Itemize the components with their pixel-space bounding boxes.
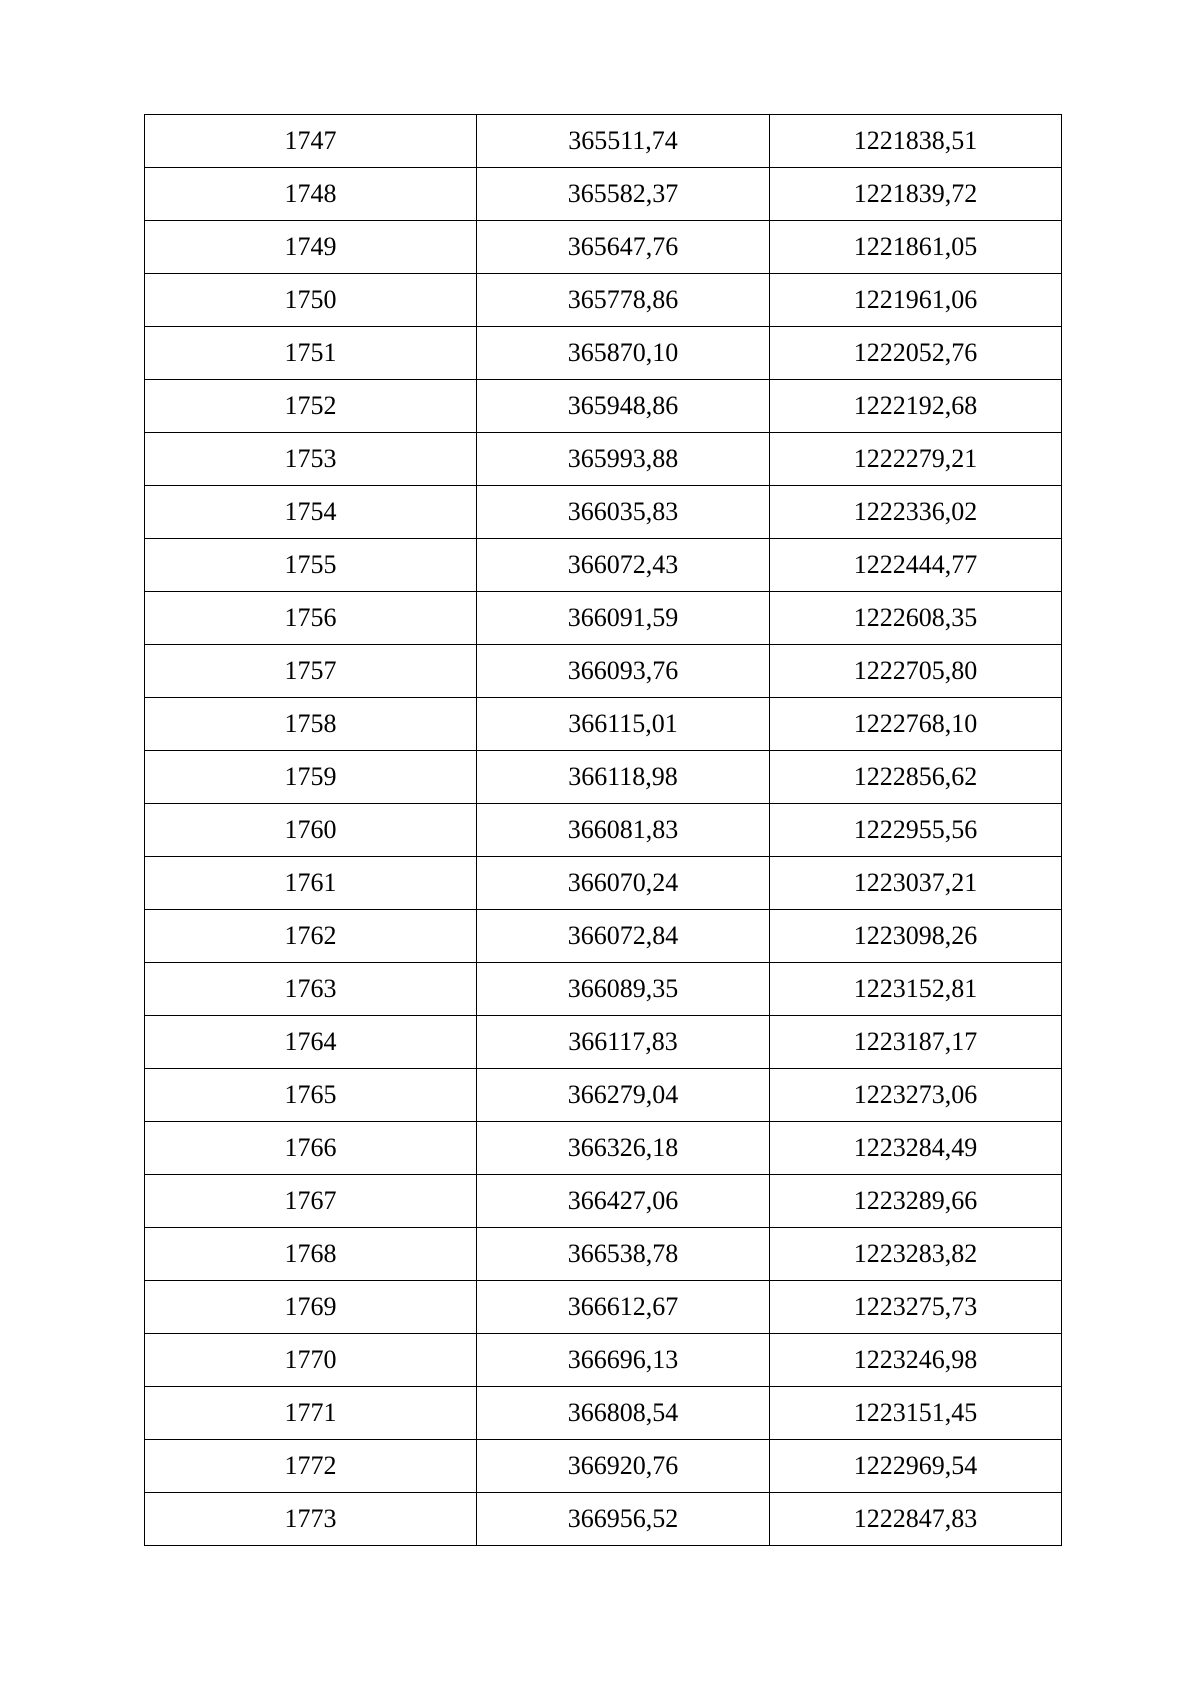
y-coordinate-cell: 1222444,77 xyxy=(770,539,1062,592)
x-coordinate-cell: 365511,74 xyxy=(477,115,770,168)
point-number-cell: 1770 xyxy=(145,1334,477,1387)
x-coordinate-cell: 365582,37 xyxy=(477,168,770,221)
x-coordinate-cell: 366117,83 xyxy=(477,1016,770,1069)
point-number-cell: 1766 xyxy=(145,1122,477,1175)
point-number-cell: 1756 xyxy=(145,592,477,645)
y-coordinate-cell: 1223289,66 xyxy=(770,1175,1062,1228)
x-coordinate-cell: 365778,86 xyxy=(477,274,770,327)
y-coordinate-cell: 1223283,82 xyxy=(770,1228,1062,1281)
y-coordinate-cell: 1221961,06 xyxy=(770,274,1062,327)
y-coordinate-cell: 1222955,56 xyxy=(770,804,1062,857)
y-coordinate-cell: 1222192,68 xyxy=(770,380,1062,433)
table-row xyxy=(145,592,1062,645)
table-row xyxy=(145,857,1062,910)
y-coordinate-cell: 1221839,72 xyxy=(770,168,1062,221)
y-coordinate-cell: 1222336,02 xyxy=(770,486,1062,539)
y-coordinate-cell: 1223284,49 xyxy=(770,1122,1062,1175)
point-number-cell: 1771 xyxy=(145,1387,477,1440)
point-number-cell: 1763 xyxy=(145,963,477,1016)
y-coordinate-cell: 1223037,21 xyxy=(770,857,1062,910)
x-coordinate-cell: 366035,83 xyxy=(477,486,770,539)
y-coordinate-cell: 1223152,81 xyxy=(770,963,1062,1016)
y-coordinate-cell: 1222705,80 xyxy=(770,645,1062,698)
x-coordinate-cell: 366427,06 xyxy=(477,1175,770,1228)
point-number-cell: 1764 xyxy=(145,1016,477,1069)
y-coordinate-cell: 1222969,54 xyxy=(770,1440,1062,1493)
x-coordinate-cell: 366326,18 xyxy=(477,1122,770,1175)
x-coordinate-cell: 365993,88 xyxy=(477,433,770,486)
table-row xyxy=(145,380,1062,433)
x-coordinate-cell: 365870,10 xyxy=(477,327,770,380)
x-coordinate-cell: 366091,59 xyxy=(477,592,770,645)
point-number-cell: 1761 xyxy=(145,857,477,910)
x-coordinate-cell: 366072,84 xyxy=(477,910,770,963)
table-row xyxy=(145,274,1062,327)
table-row xyxy=(145,486,1062,539)
x-coordinate-cell: 366920,76 xyxy=(477,1440,770,1493)
x-coordinate-cell: 366070,24 xyxy=(477,857,770,910)
table-row xyxy=(145,1387,1062,1440)
x-coordinate-cell: 365948,86 xyxy=(477,380,770,433)
x-coordinate-cell: 366956,52 xyxy=(477,1493,770,1546)
y-coordinate-cell: 1222279,21 xyxy=(770,433,1062,486)
x-coordinate-cell: 366696,13 xyxy=(477,1334,770,1387)
x-coordinate-cell: 366808,54 xyxy=(477,1387,770,1440)
table-row xyxy=(145,433,1062,486)
point-number-cell: 1760 xyxy=(145,804,477,857)
x-coordinate-cell: 366089,35 xyxy=(477,963,770,1016)
x-coordinate-cell: 365647,76 xyxy=(477,221,770,274)
table-row xyxy=(145,1122,1062,1175)
table-row xyxy=(145,168,1062,221)
point-number-cell: 1750 xyxy=(145,274,477,327)
table-row xyxy=(145,1016,1062,1069)
point-number-cell: 1751 xyxy=(145,327,477,380)
x-coordinate-cell: 366093,76 xyxy=(477,645,770,698)
point-number-cell: 1767 xyxy=(145,1175,477,1228)
point-number-cell: 1765 xyxy=(145,1069,477,1122)
table-row xyxy=(145,327,1062,380)
point-number-cell: 1762 xyxy=(145,910,477,963)
table-row xyxy=(145,1281,1062,1334)
table-row xyxy=(145,910,1062,963)
point-number-cell: 1769 xyxy=(145,1281,477,1334)
coordinates-table-body xyxy=(145,115,1062,1546)
x-coordinate-cell: 366612,67 xyxy=(477,1281,770,1334)
point-number-cell: 1758 xyxy=(145,698,477,751)
point-number-cell: 1768 xyxy=(145,1228,477,1281)
y-coordinate-cell: 1222847,83 xyxy=(770,1493,1062,1546)
point-number-cell: 1759 xyxy=(145,751,477,804)
point-number-cell: 1755 xyxy=(145,539,477,592)
y-coordinate-cell: 1221861,05 xyxy=(770,221,1062,274)
x-coordinate-cell: 366072,43 xyxy=(477,539,770,592)
table-row xyxy=(145,115,1062,168)
table-row xyxy=(145,539,1062,592)
point-number-cell: 1747 xyxy=(145,115,477,168)
y-coordinate-cell: 1223246,98 xyxy=(770,1334,1062,1387)
table-row xyxy=(145,1069,1062,1122)
table-row xyxy=(145,1440,1062,1493)
table-row xyxy=(145,221,1062,274)
point-number-cell: 1752 xyxy=(145,380,477,433)
y-coordinate-cell: 1223151,45 xyxy=(770,1387,1062,1440)
y-coordinate-cell: 1222768,10 xyxy=(770,698,1062,751)
y-coordinate-cell: 1222608,35 xyxy=(770,592,1062,645)
table-row xyxy=(145,804,1062,857)
x-coordinate-cell: 366081,83 xyxy=(477,804,770,857)
table-row xyxy=(145,751,1062,804)
point-number-cell: 1757 xyxy=(145,645,477,698)
point-number-cell: 1748 xyxy=(145,168,477,221)
y-coordinate-cell: 1223098,26 xyxy=(770,910,1062,963)
point-number-cell: 1773 xyxy=(145,1493,477,1546)
x-coordinate-cell: 366115,01 xyxy=(477,698,770,751)
table-row xyxy=(145,1334,1062,1387)
x-coordinate-cell: 366118,98 xyxy=(477,751,770,804)
point-number-cell: 1749 xyxy=(145,221,477,274)
y-coordinate-cell: 1222052,76 xyxy=(770,327,1062,380)
coordinates-table xyxy=(144,114,1062,1546)
table-row xyxy=(145,1493,1062,1546)
y-coordinate-cell: 1221838,51 xyxy=(770,115,1062,168)
table-row xyxy=(145,698,1062,751)
point-number-cell: 1772 xyxy=(145,1440,477,1493)
y-coordinate-cell: 1222856,62 xyxy=(770,751,1062,804)
table-row xyxy=(145,963,1062,1016)
table-row xyxy=(145,1175,1062,1228)
point-number-cell: 1753 xyxy=(145,433,477,486)
table-row xyxy=(145,1228,1062,1281)
x-coordinate-cell: 366279,04 xyxy=(477,1069,770,1122)
x-coordinate-cell: 366538,78 xyxy=(477,1228,770,1281)
point-number-cell: 1754 xyxy=(145,486,477,539)
y-coordinate-cell: 1223273,06 xyxy=(770,1069,1062,1122)
y-coordinate-cell: 1223275,73 xyxy=(770,1281,1062,1334)
y-coordinate-cell: 1223187,17 xyxy=(770,1016,1062,1069)
table-row xyxy=(145,645,1062,698)
